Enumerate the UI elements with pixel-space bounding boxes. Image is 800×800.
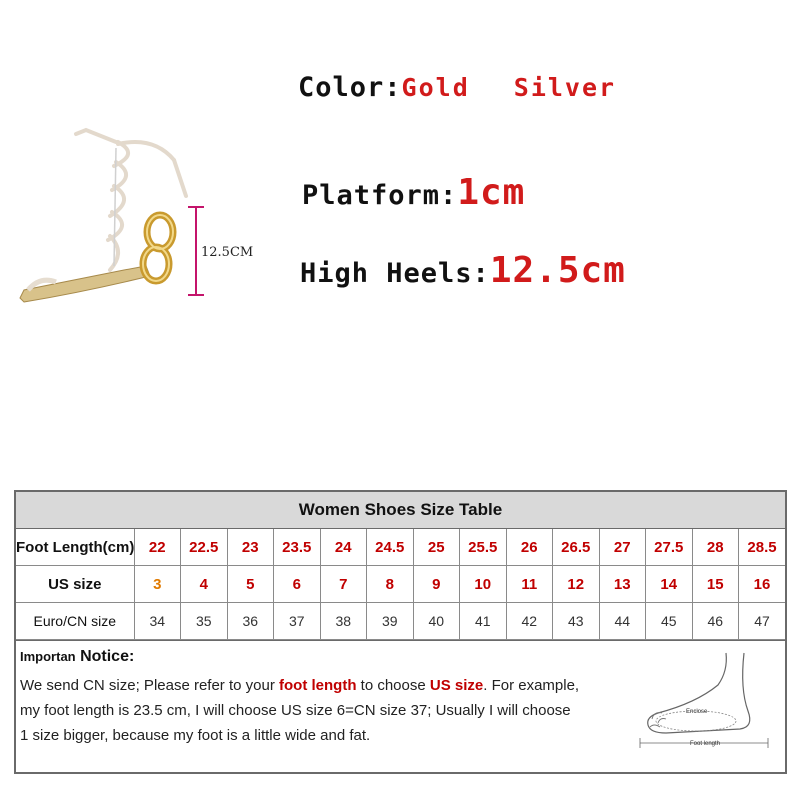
- size-table: [14, 490, 787, 774]
- table-cell: 36: [227, 603, 274, 640]
- heel-height-label: High Heels:: [300, 258, 490, 289]
- foot-length-row: [16, 529, 785, 566]
- table-cell: 34: [134, 603, 181, 640]
- notice-text-part: to choose: [356, 677, 430, 694]
- table-cell: 44: [599, 603, 646, 640]
- platform-label: Platform:: [302, 180, 458, 211]
- notice-text-part: . For example,: [483, 677, 580, 694]
- table-cell: 13: [599, 566, 646, 603]
- table-cell: 23.5: [274, 529, 321, 566]
- table-cell: 47: [739, 603, 786, 640]
- sandal-product-image: [14, 120, 204, 310]
- notice-title-prefix: Importan: [20, 649, 76, 664]
- table-cell: 26: [506, 529, 553, 566]
- diagram-foot-length-label: Foot length: [690, 741, 721, 747]
- notice-text-line: my foot length is 23.5 cm, I will choose US size 6=CN size 37; Usually I will choose: [20, 702, 571, 719]
- row-header: US size: [16, 566, 134, 603]
- table-cell: 28.5: [739, 529, 786, 566]
- row-header: Foot Length(cm): [16, 529, 134, 566]
- table-cell: 10: [460, 566, 507, 603]
- table-cell: 7: [320, 566, 367, 603]
- table-cell: 22.5: [181, 529, 228, 566]
- notice-highlight-foot-length: foot length: [279, 677, 357, 694]
- size-table-title: Women Shoes Size Table: [16, 492, 785, 529]
- heel-height-spec: [300, 250, 626, 291]
- table-cell: 45: [646, 603, 693, 640]
- color-label: Color:: [298, 72, 402, 103]
- table-cell: 35: [181, 603, 228, 640]
- notice-highlight-us-size: US size: [429, 677, 484, 694]
- foot-measurement-diagram: [636, 649, 776, 749]
- row-header: Euro/CN size: [16, 603, 134, 640]
- notice-title-suffix: Notice:: [75, 648, 135, 665]
- table-cell: 9: [413, 566, 460, 603]
- platform-value: 1cm: [457, 172, 526, 213]
- platform-spec: [302, 172, 525, 213]
- table-cell: 39: [367, 603, 414, 640]
- color-option-silver: Silver: [513, 73, 617, 102]
- table-cell: 5: [227, 566, 274, 603]
- table-cell: 25.5: [460, 529, 507, 566]
- table-cell: 26.5: [553, 529, 600, 566]
- table-cell: 8: [367, 566, 414, 603]
- table-cell: 37: [274, 603, 321, 640]
- table-cell: 14: [646, 566, 693, 603]
- color-option-gold: Gold: [401, 73, 470, 102]
- diagram-enclose-label: Enclose: [686, 709, 708, 715]
- notice-text-part: We send CN size; Please refer to your: [20, 677, 279, 694]
- notice-title: [20, 648, 134, 666]
- table-cell: 24.5: [367, 529, 414, 566]
- table-cell: 3: [134, 566, 181, 603]
- notice-text-line: 1 size bigger, because my foot is a little wide and fat.: [20, 727, 371, 744]
- table-cell: 42: [506, 603, 553, 640]
- table-cell: 22: [134, 529, 181, 566]
- table-cell: 23: [227, 529, 274, 566]
- notice-section: [16, 640, 785, 779]
- table-cell: 15: [692, 566, 739, 603]
- table-cell: 38: [320, 603, 367, 640]
- table-cell: 4: [181, 566, 228, 603]
- heel-height-dimension-label: 12.5CM: [201, 245, 254, 260]
- table-cell: 43: [553, 603, 600, 640]
- table-cell: 28: [692, 529, 739, 566]
- table-cell: 27: [599, 529, 646, 566]
- table-cell: 40: [413, 603, 460, 640]
- table-cell: 46: [692, 603, 739, 640]
- notice-text: [20, 673, 632, 748]
- table-cell: 16: [739, 566, 786, 603]
- table-cell: 6: [274, 566, 321, 603]
- color-spec: [298, 72, 660, 103]
- us-size-row: [16, 566, 785, 603]
- size-grid: [16, 529, 785, 640]
- heel-height-value: 12.5cm: [489, 250, 626, 291]
- table-cell: 12: [553, 566, 600, 603]
- table-cell: 11: [506, 566, 553, 603]
- table-cell: 25: [413, 529, 460, 566]
- euro-cn-size-row: [16, 603, 785, 640]
- table-cell: 27.5: [646, 529, 693, 566]
- table-cell: 41: [460, 603, 507, 640]
- table-cell: 24: [320, 529, 367, 566]
